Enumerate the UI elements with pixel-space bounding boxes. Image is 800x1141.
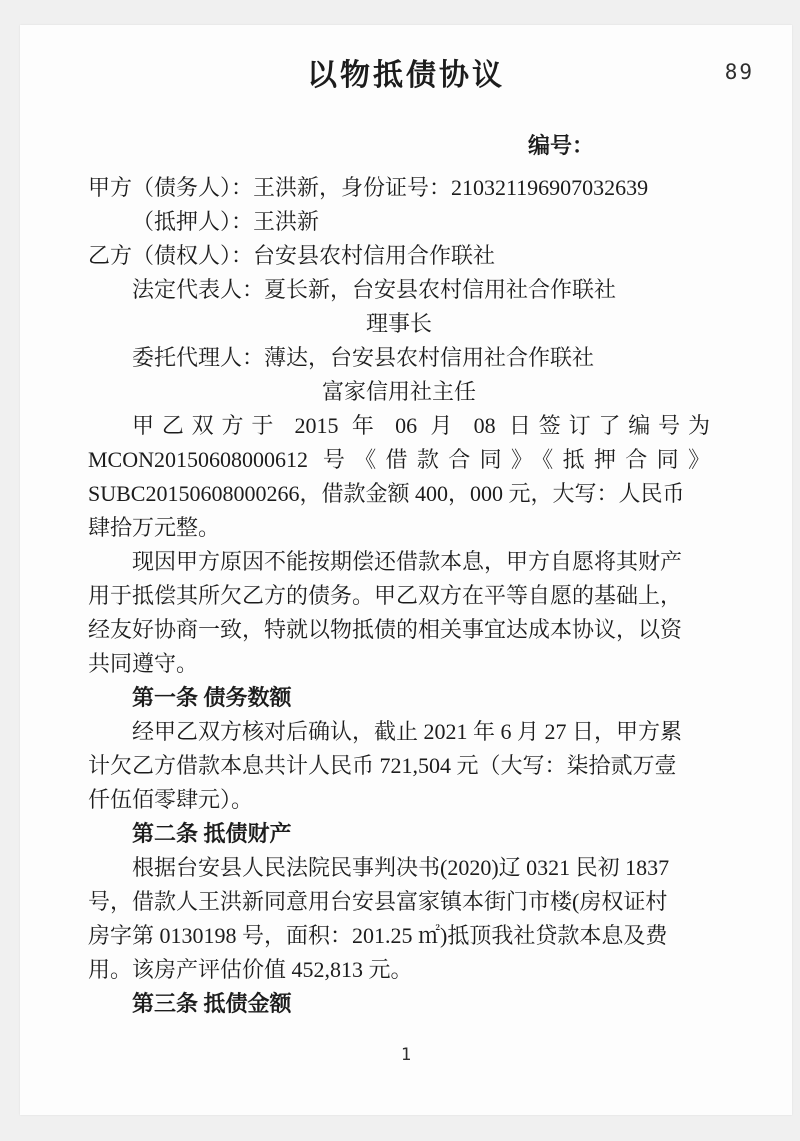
article-2-line-2: 号，借款人王洪新同意用台安县富家镇本街门市楼(房权证村	[88, 889, 668, 914]
mortgagor-line: （抵押人）：王洪新	[132, 209, 320, 234]
recital-2-line-2: 用于抵偿其所欠乙方的债务。甲乙双方在平等自愿的基础上，	[88, 583, 683, 608]
handwritten-folio-number: 89	[724, 60, 754, 84]
entrusted-agent-line: 委托代理人：薄达，台安县农村信用社合作联社	[132, 345, 595, 370]
document-title: 以物抵债协议	[307, 59, 505, 92]
party-b-line: 乙方（债权人）：台安县农村信用合作联社	[88, 243, 496, 268]
document-number-line	[528, 129, 792, 163]
recital-2-line-4: 共同遵守。	[88, 651, 199, 676]
recital-1-line-1: 甲乙双方于 2015 年 06 月 08 日签订了编号为	[132, 413, 710, 438]
article-1-heading: 第一条 债务数额	[132, 685, 292, 710]
article-2-line-3: 房字第 0130198 号，面积：201.25 ㎡)抵顶我社贷款本息及费	[88, 923, 668, 948]
recital-1-line-3: SUBC20150608000266，借款金额 400，000 元，大写：人民币	[88, 481, 685, 506]
document-number-label: 编号：	[528, 133, 595, 158]
recital-1-line-4: 肆拾万元整。	[88, 515, 221, 540]
page-number: 1	[400, 1045, 412, 1065]
party-a-line: 甲方（债务人）：王洪新，身份证号：210321196907032639	[88, 175, 649, 200]
legal-representative-line: 法定代表人：夏长新，台安县农村信用社合作联社	[132, 277, 617, 302]
recital-2-line-1: 现因甲方原因不能按期偿还借款本息，甲方自愿将其财产	[132, 549, 683, 574]
entrusted-agent-title-line: 富家信用社主任	[321, 379, 476, 404]
article-2-heading: 第二条 抵债财产	[132, 821, 292, 846]
article-2-line-4: 用。该房产评估价值 452,813 元。	[88, 957, 413, 982]
article-2-line-1: 根据台安县人民法院民事判决书(2020)辽 0321 民初 1837	[132, 855, 670, 880]
article-1-line-3: 仟伍佰零肆元）。	[88, 787, 254, 812]
recital-2-line-3: 经友好协商一致，特就以物抵债的相关事宜达成本协议，以资	[88, 617, 683, 642]
recital-1-line-2: MCON20150608000612 号《借款合同》《抵押合同》	[88, 447, 710, 472]
document-body	[20, 171, 792, 1021]
article-3-heading: 第三条 抵债金额	[132, 991, 292, 1016]
document-page	[20, 25, 792, 1115]
legal-representative-title-line: 理事长	[365, 311, 432, 336]
article-1-line-2: 计欠乙方借款本息共计人民币 721,504 元（大写：柒拾贰万壹	[88, 753, 677, 778]
article-1-line-1: 经甲乙双方核对后确认，截止 2021 年 6 月 27 日，甲方累	[132, 719, 683, 744]
